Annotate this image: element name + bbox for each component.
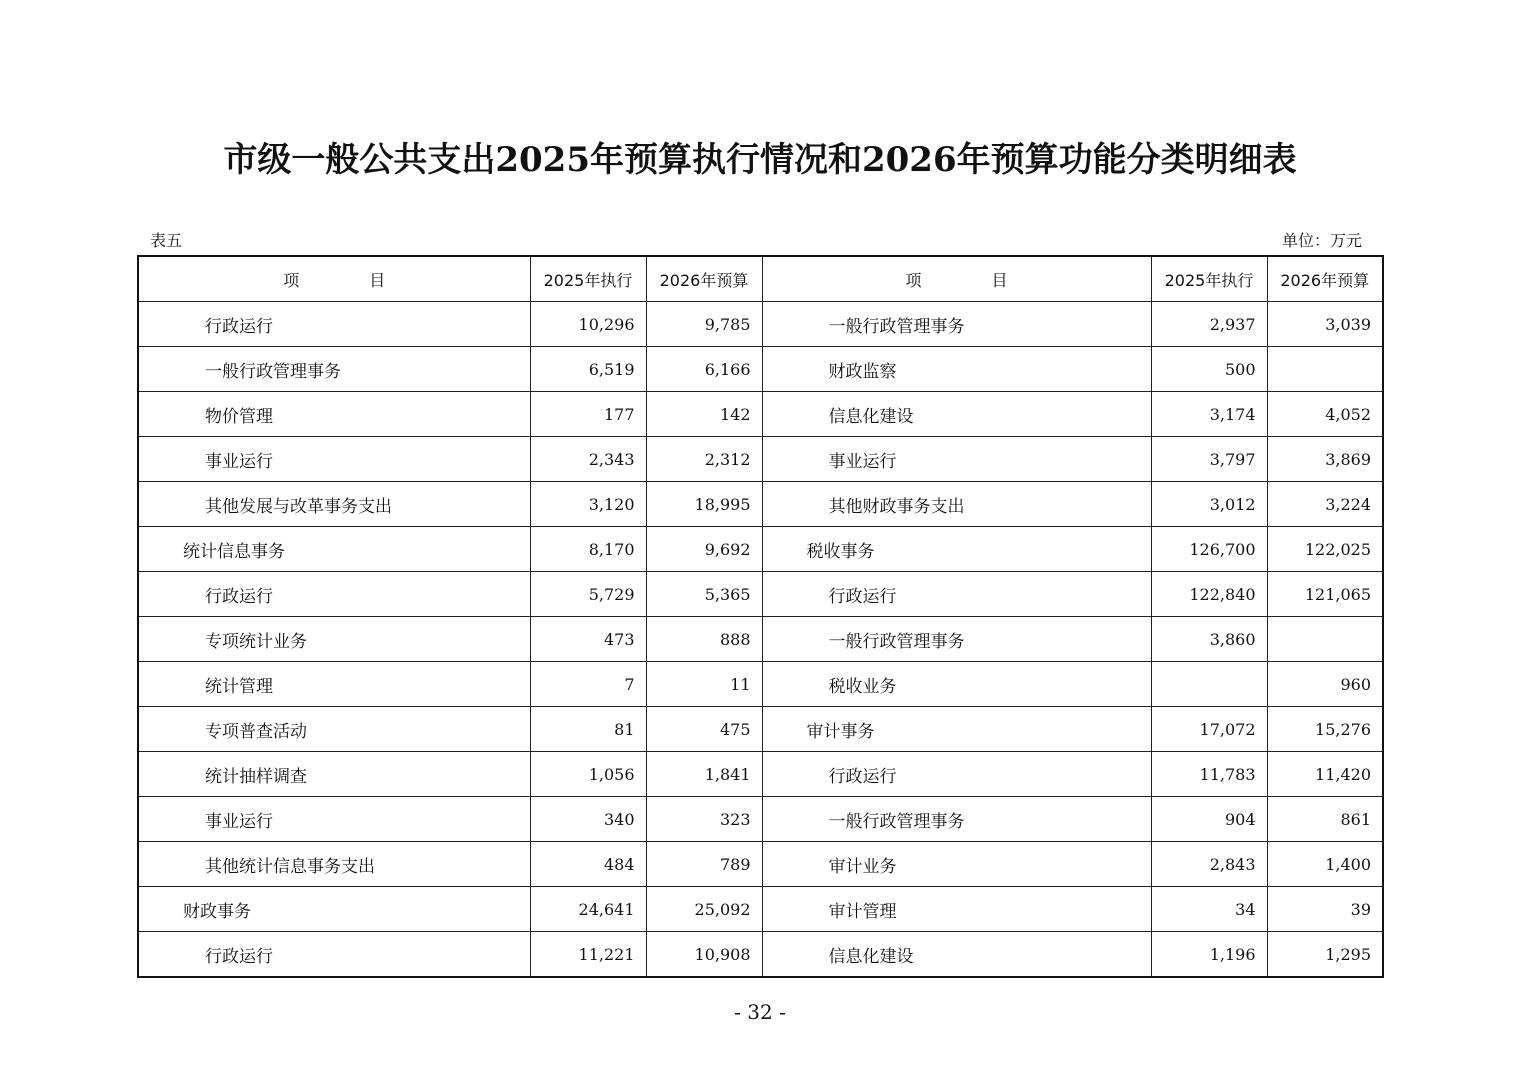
item-name-left: 行政运行 <box>138 572 530 617</box>
table-row <box>138 887 1383 932</box>
exec-2025-right: 2,843 <box>1151 842 1267 887</box>
header-item-char-a: 项 <box>905 270 922 290</box>
budget-2026-right: 15,276 <box>1267 707 1383 752</box>
table-row <box>138 347 1383 392</box>
page-title: 市级一般公共支出2025年预算执行情况和2026年预算功能分类明细表 <box>223 140 1297 180</box>
item-name-right: 财政监察 <box>762 347 1151 392</box>
item-name-right: 事业运行 <box>762 437 1151 482</box>
exec-2025-right: 3,174 <box>1151 392 1267 437</box>
unit-label: 单位：万元 <box>1281 231 1362 250</box>
item-name-left: 统计信息事务 <box>138 527 530 572</box>
budget-2026-right: 3,224 <box>1267 482 1383 527</box>
exec-2025-left: 10,296 <box>530 302 646 347</box>
header-exec-2025-left: 2025年执行 <box>530 256 646 302</box>
exec-2025-right: 904 <box>1151 797 1267 842</box>
table-row <box>138 932 1383 978</box>
budget-2026-left: 888 <box>646 617 762 662</box>
exec-2025-left: 24,641 <box>530 887 646 932</box>
budget-2026-left: 10,908 <box>646 932 762 978</box>
budget-2026-right: 960 <box>1267 662 1383 707</box>
item-name-right: 其他财政事务支出 <box>762 482 1151 527</box>
item-name-right: 税收事务 <box>762 527 1151 572</box>
exec-2025-left: 340 <box>530 797 646 842</box>
header-item-char-a: 项 <box>283 270 300 290</box>
budget-2026-left: 475 <box>646 707 762 752</box>
budget-2026-right: 4,052 <box>1267 392 1383 437</box>
exec-2025-left: 7 <box>530 662 646 707</box>
budget-2026-right: 861 <box>1267 797 1383 842</box>
budget-2026-right: 121,065 <box>1267 572 1383 617</box>
item-name-left: 专项普查活动 <box>138 707 530 752</box>
budget-2026-left: 9,692 <box>646 527 762 572</box>
header-budget-2026-left: 2026年预算 <box>646 256 762 302</box>
budget-2026-left: 18,995 <box>646 482 762 527</box>
exec-2025-left: 11,221 <box>530 932 646 978</box>
exec-2025-right: 3,797 <box>1151 437 1267 482</box>
exec-2025-right: 1,196 <box>1151 932 1267 978</box>
table-row <box>138 392 1383 437</box>
exec-2025-left: 81 <box>530 707 646 752</box>
table-row <box>138 842 1383 887</box>
item-name-left: 专项统计业务 <box>138 617 530 662</box>
table-row <box>138 437 1383 482</box>
exec-2025-left: 484 <box>530 842 646 887</box>
budget-2026-right <box>1267 347 1383 392</box>
exec-2025-left: 6,519 <box>530 347 646 392</box>
exec-2025-right: 11,783 <box>1151 752 1267 797</box>
item-name-left: 行政运行 <box>138 932 530 978</box>
item-name-left: 事业运行 <box>138 797 530 842</box>
budget-2026-right: 3,039 <box>1267 302 1383 347</box>
table-row <box>138 572 1383 617</box>
budget-2026-left: 25,092 <box>646 887 762 932</box>
exec-2025-left: 2,343 <box>530 437 646 482</box>
budget-2026-right: 11,420 <box>1267 752 1383 797</box>
table-row <box>138 482 1383 527</box>
item-name-right: 审计管理 <box>762 887 1151 932</box>
exec-2025-left: 177 <box>530 392 646 437</box>
budget-2026-left: 1,841 <box>646 752 762 797</box>
item-name-right: 一般行政管理事务 <box>762 797 1151 842</box>
budget-2026-right <box>1267 617 1383 662</box>
item-name-left: 统计抽样调查 <box>138 752 530 797</box>
item-name-left: 行政运行 <box>138 302 530 347</box>
page-number: - 32 - <box>734 1000 786 1024</box>
exec-2025-right: 3,012 <box>1151 482 1267 527</box>
table-row <box>138 662 1383 707</box>
item-name-right: 税收业务 <box>762 662 1151 707</box>
item-name-right: 信息化建设 <box>762 392 1151 437</box>
table-row <box>138 752 1383 797</box>
header-item-char-b: 目 <box>991 270 1008 290</box>
budget-2026-left: 5,365 <box>646 572 762 617</box>
item-name-left: 其他统计信息事务支出 <box>138 842 530 887</box>
budget-2026-left: 323 <box>646 797 762 842</box>
item-name-right: 一般行政管理事务 <box>762 617 1151 662</box>
table-row <box>138 707 1383 752</box>
header-item-right <box>762 256 1151 302</box>
exec-2025-right: 17,072 <box>1151 707 1267 752</box>
table-row <box>138 527 1383 572</box>
item-name-right: 行政运行 <box>762 752 1151 797</box>
budget-2026-left: 2,312 <box>646 437 762 482</box>
budget-2026-left: 11 <box>646 662 762 707</box>
item-name-right: 一般行政管理事务 <box>762 302 1151 347</box>
item-name-left: 统计管理 <box>138 662 530 707</box>
table-number: 表五 <box>150 231 183 250</box>
exec-2025-left: 5,729 <box>530 572 646 617</box>
budget-2026-left: 6,166 <box>646 347 762 392</box>
exec-2025-right: 3,860 <box>1151 617 1267 662</box>
item-name-right: 审计业务 <box>762 842 1151 887</box>
exec-2025-right: 2,937 <box>1151 302 1267 347</box>
budget-2026-right: 1,295 <box>1267 932 1383 978</box>
table-row <box>138 302 1383 347</box>
header-item-left <box>138 256 530 302</box>
exec-2025-left: 1,056 <box>530 752 646 797</box>
budget-2026-right: 1,400 <box>1267 842 1383 887</box>
budget-2026-right: 3,869 <box>1267 437 1383 482</box>
exec-2025-right <box>1151 662 1267 707</box>
header-item-char-b: 目 <box>369 270 386 290</box>
table-row <box>138 617 1383 662</box>
budget-table <box>137 255 1384 978</box>
header-exec-2025-right: 2025年执行 <box>1151 256 1267 302</box>
item-name-left: 财政事务 <box>138 887 530 932</box>
item-name-left: 其他发展与改革事务支出 <box>138 482 530 527</box>
exec-2025-right: 122,840 <box>1151 572 1267 617</box>
item-name-right: 信息化建设 <box>762 932 1151 978</box>
item-name-left: 一般行政管理事务 <box>138 347 530 392</box>
budget-2026-left: 789 <box>646 842 762 887</box>
budget-2026-left: 142 <box>646 392 762 437</box>
budget-2026-left: 9,785 <box>646 302 762 347</box>
item-name-right: 行政运行 <box>762 572 1151 617</box>
header-budget-2026-right: 2026年预算 <box>1267 256 1383 302</box>
exec-2025-left: 473 <box>530 617 646 662</box>
item-name-right: 审计事务 <box>762 707 1151 752</box>
item-name-left: 物价管理 <box>138 392 530 437</box>
exec-2025-left: 8,170 <box>530 527 646 572</box>
table-header-row <box>138 256 1383 302</box>
exec-2025-left: 3,120 <box>530 482 646 527</box>
exec-2025-right: 500 <box>1151 347 1267 392</box>
table-body <box>138 302 1383 978</box>
exec-2025-right: 126,700 <box>1151 527 1267 572</box>
table-row <box>138 797 1383 842</box>
item-name-left: 事业运行 <box>138 437 530 482</box>
budget-2026-right: 39 <box>1267 887 1383 932</box>
budget-2026-right: 122,025 <box>1267 527 1383 572</box>
exec-2025-right: 34 <box>1151 887 1267 932</box>
